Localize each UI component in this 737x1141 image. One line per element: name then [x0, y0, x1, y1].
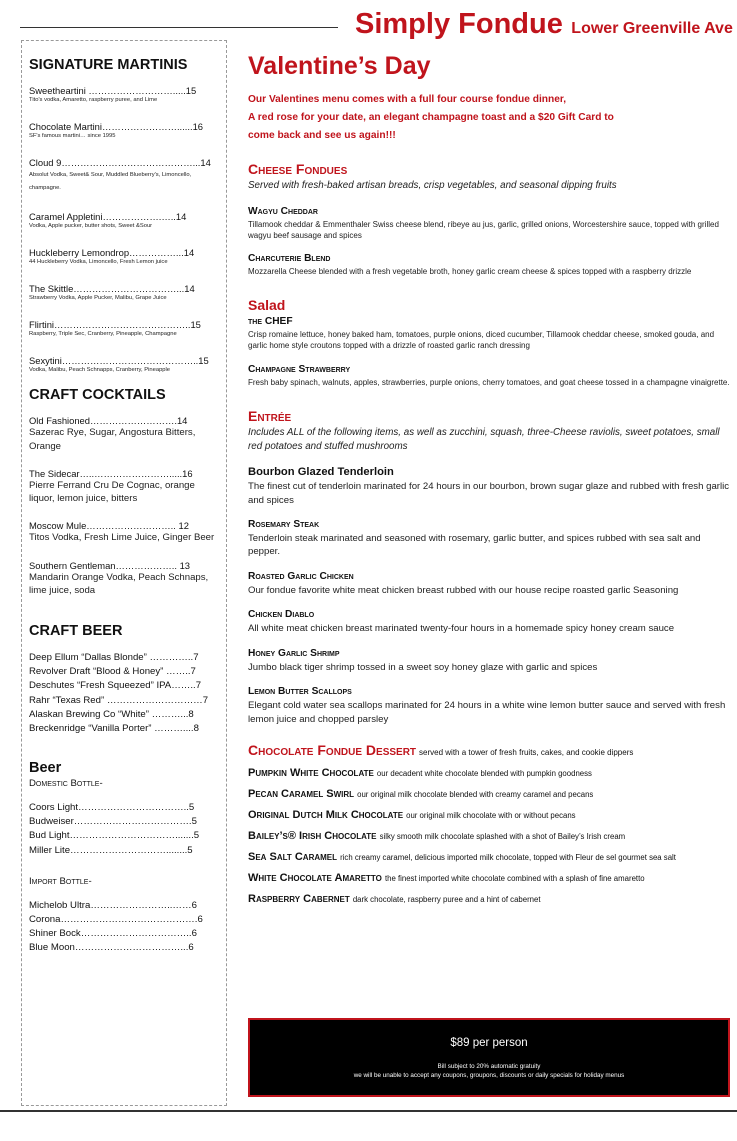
fine-print	[250, 1062, 728, 1080]
dessert-name: Pecan Caramel Swirl	[248, 788, 355, 800]
item-name: Lemon Butter Scallops	[248, 686, 352, 698]
craft-beer-item: Rahr “Texas Red” …………………………7	[29, 694, 209, 706]
gratuity-note: Bill subject to 20% automatic gratuity	[437, 1063, 541, 1070]
domestic-beer-item: Budweiser……………………………….5	[29, 816, 197, 828]
martini-item	[29, 85, 220, 105]
domestic-label: Domestic Bottle-	[29, 778, 103, 790]
item-name: Champagne Strawberry	[248, 363, 351, 375]
item-desc: Fresh baby spinach, walnuts, apples, strawberries, purple onions, cherry tomatoes, and goat cheese tossed in a champagne vinaigrette.	[248, 377, 730, 387]
martini-item	[29, 211, 220, 231]
import-beer-item: Michelob Ultra……………………..……6	[29, 899, 197, 911]
cocktail-item	[29, 560, 220, 597]
martini-desc: Strawberry Vodka, Apple Pucker, Malibu, Grape Juice	[29, 294, 167, 301]
item-name: Chicken Diablo	[248, 609, 315, 621]
item-name: Rosemary Steak	[248, 519, 320, 531]
restaurant-name: Simply Fondue	[355, 8, 563, 40]
martini-desc: Absolut Vodka, Sweet& Sour, Muddled Blueberry's, Limoncello, champagne.	[29, 171, 192, 191]
martinis-title: SIGNATURE MARTINIS	[29, 57, 188, 73]
dessert-name: Original Dutch Milk Chocolate	[248, 809, 404, 821]
craft-beer-item: Breckenridge “Vanilla Porter” ………....8	[29, 722, 199, 734]
dessert-desc: rich creamy caramel, delicious imported milk chocolate, topped with Fleur de sel gourmet sea salt	[340, 853, 676, 862]
item-name: Bourbon Glazed Tenderloin	[248, 466, 394, 479]
intro-line: come back and see us again!!!	[248, 130, 396, 142]
intro-text	[248, 91, 732, 145]
dessert-name: Raspberry Cabernet	[248, 893, 350, 905]
craft-beer-item: Revolver Draft “Blood & Honey” ……..7	[29, 666, 196, 678]
item-desc: Jumbo black tiger shrimp tossed in a sweet soy honey glaze with garlic and spices	[248, 661, 598, 673]
martini-line: Sexytini……………………………………..15	[29, 354, 209, 366]
item-name: Honey Garlic Shrimp	[248, 647, 340, 659]
cocktail-line: Southern Gentleman……………….. 13	[29, 559, 191, 571]
dessert-name: White Chocolate Amaretto	[248, 872, 382, 884]
dessert-item	[248, 830, 732, 842]
dessert-desc: dark chocolate, raspberry puree and a hint of cabernet	[352, 895, 541, 904]
dessert-desc: our decadent white chocolate blended with pumpkin goodness	[376, 769, 592, 778]
menu-item	[248, 648, 732, 674]
item-name: Wagyu Cheddar	[248, 205, 318, 217]
dessert-name: Bailey’s® Irish Chocolate	[248, 830, 377, 842]
import-beer-item: Blue Moon……………………………...6	[29, 942, 194, 954]
item-desc: Elegant cold water sea scallops marinated for 24 hours in a white wine lemon butter sauce and served with fresh lemon juice and chopped parsley	[248, 700, 726, 725]
drinks-column	[21, 40, 227, 1106]
dessert-list	[248, 767, 732, 905]
domestic-beer-item: Miller Lite…………………………........5	[29, 844, 193, 856]
menu-item	[248, 686, 732, 726]
item-name: Charcuterie Blend	[248, 253, 331, 265]
menu-item	[248, 519, 732, 559]
martini-line: Flirtini……………………………………..15	[29, 318, 201, 330]
salad-title: Salad	[248, 297, 286, 314]
menu-item	[248, 253, 732, 277]
entree-title: Entrée	[248, 407, 292, 424]
martini-desc: Vodka, Apple pucker, butter shots, Sweet &Sour	[29, 223, 153, 230]
martini-desc: Vodka, Malibu, Peach Schnapps, Cranberry, Pineapple	[29, 366, 171, 373]
restaurant-header	[355, 8, 733, 41]
menu-item	[248, 206, 732, 241]
martini-line: Caramel Appletini……………….…..14	[29, 211, 187, 223]
martini-line: Sweetheartini ……………………….....15	[29, 85, 197, 96]
martini-desc: Tito's vodka, Amaretto, raspberry puree, and Lime	[29, 97, 158, 103]
item-desc: Tillamook cheddar & Emmenthaler Swiss cheese blend, ribeye au jus, garlic, grilled onions, Worcestershire sauce, topped with grilled wagyu beef sausage and spices	[248, 219, 719, 240]
martini-item	[29, 121, 220, 141]
cocktail-item	[29, 468, 220, 505]
domestic-list	[29, 801, 220, 858]
cocktail-item	[29, 415, 220, 452]
craft-beer-item: Alaskan Brewing Co “White” ………...8	[29, 708, 194, 720]
craft-beer-item: Deep Ellum “Dallas Blonde” …………..7	[29, 651, 199, 663]
import-beer-item: Shiner Bock……………………………..6	[29, 928, 197, 940]
cocktails-list	[29, 415, 220, 597]
item-desc: Crisp romaine lettuce, honey baked ham, tomatoes, purple onions, diced cucumber, Tillamook cheddar cheese, smoked gouda, and garlic home style croutons topped with a drizzle of roasted garlic ranch dressing	[248, 330, 715, 351]
dessert-subtitle: served with a tower of fresh fruits, cakes, and cookie dippers	[419, 748, 634, 757]
item-name: the CHEF	[248, 316, 293, 328]
cheese-subtitle: Served with fresh-baked artisan breads, crisp vegetables, and seasonal dipping fruits	[248, 180, 617, 192]
price-box	[248, 1018, 730, 1097]
beer-title: Beer	[29, 760, 62, 777]
cocktail-line: Moscow Mule……………………….. 12	[29, 520, 189, 532]
food-column	[248, 52, 732, 905]
craft-beer-title: CRAFT BEER	[29, 622, 123, 639]
menu-item	[248, 571, 732, 597]
cocktails-title: CRAFT COCKTAILS	[29, 387, 166, 404]
dessert-title: Chocolate Fondue Dessert	[248, 742, 417, 758]
dessert-item	[248, 788, 732, 800]
martini-desc: SF's famous martini… since 1995	[29, 132, 116, 139]
martini-line: Chocolate Martini……………………......16	[29, 120, 204, 132]
dessert-desc: our original milk chocolate with or without pecans	[406, 811, 576, 820]
item-name: Roasted Garlic Chicken	[248, 570, 354, 582]
martini-line: The Skittle……………………………...14	[29, 282, 195, 294]
cocktail-line: The Sidecar…..…………………….....16	[29, 467, 193, 479]
craft-beer-item: Deschutes “Fresh Squeezed” IPA……..7	[29, 680, 202, 692]
intro-line: Our Valentines menu comes with a full four course fondue dinner,	[248, 94, 567, 105]
header-rule	[20, 27, 338, 28]
import-list	[29, 899, 220, 956]
restaurant-location: Lower Greenville Ave	[571, 20, 733, 37]
import-label: Import Bottle-	[29, 875, 92, 887]
dessert-header	[248, 742, 732, 758]
dessert-name: Pumpkin White Chocolate	[248, 767, 374, 779]
dessert-item	[248, 851, 732, 863]
item-desc: All white meat chicken breast marinated twenty-four hours in a homemade spicy honey cream sauce	[248, 623, 675, 635]
dessert-name: Sea Salt Caramel	[248, 851, 338, 863]
price-text: $89 per person	[450, 1037, 528, 1049]
craft-beer-list	[29, 651, 220, 736]
dessert-desc: silky smooth milk chocolate splashed with a shot of Bailey’s Irish cream	[379, 832, 626, 841]
martini-item	[29, 355, 220, 375]
cocktail-item	[29, 520, 220, 544]
coupon-note: we will be unable to accept any coupons, groupons, discounts or daily specials for holiday menus	[353, 1072, 625, 1080]
dessert-desc: the finest imported white chocolate combined with a splash of fine amaretto	[384, 874, 645, 883]
cheese-title: Cheese Fondues	[248, 161, 348, 178]
dessert-desc: our original milk chocolate blended with creamy caramel and pecans	[357, 790, 594, 799]
cocktail-desc: Sazerac Rye, Sugar, Angostura Bitters, Orange	[29, 427, 196, 452]
martini-item	[29, 157, 220, 196]
entree-subtitle: Includes ALL of the following items, as well as zucchini, squash, three-Cheese raviolis, sweet potatoes, small red potatoes and stuffed mushrooms	[248, 426, 720, 452]
martini-desc: Raspberry, Triple Sec, Cranberry, Pineapple, Champagne	[29, 330, 177, 337]
dessert-item	[248, 872, 732, 884]
menu-item	[248, 364, 732, 388]
intro-line: A red rose for your date, an elegant champagne toast and a $20 Gift Card to	[248, 112, 614, 124]
item-desc: Tenderloin steak marinated and seasoned with rosemary, garlic butter, and spices rubbed with sea salt and pepper.	[248, 533, 701, 558]
martini-item	[29, 283, 220, 303]
dessert-item	[248, 767, 732, 779]
domestic-beer-item: Coors Light……………………………..5	[29, 802, 195, 814]
martini-line: Cloud 9……………………………………...14	[29, 156, 211, 168]
item-desc: Mozzarella Cheese blended with a fresh vegetable broth, honey garlic cream cheese & spices topped with a raspberry drizzle	[248, 267, 692, 277]
cocktail-desc: Titos Vodka, Fresh Lime Juice, Ginger Beer	[29, 532, 215, 544]
menu-item	[248, 316, 732, 351]
martini-desc: 44 Huckleberry Vodka, Limoncello, Fresh Lemon juice	[29, 259, 168, 266]
martini-item	[29, 247, 220, 267]
dessert-item	[248, 893, 732, 905]
import-beer-item: Corona…………………………………….6	[29, 914, 203, 926]
cocktail-desc: Pierre Ferrand Cru De Cognac, orange liquor, lemon juice, bitters	[29, 479, 195, 505]
martinis-list	[29, 85, 220, 374]
martini-item	[29, 319, 220, 339]
menu-item	[248, 609, 732, 635]
martini-line: Huckleberry Lemondrop……………...14	[29, 247, 195, 259]
domestic-beer-item: Bud Light…………………………….......5	[29, 830, 200, 842]
page-title: Valentine’s Day	[248, 52, 431, 80]
cocktail-desc: Mandarin Orange Vodka, Peach Schnaps, lime juice, soda	[29, 571, 209, 596]
item-desc: Our fondue favorite white meat chicken breast rubbed with our house recipe roasted garlic Seasoning	[248, 584, 679, 596]
menu-item	[248, 466, 732, 507]
item-desc: The finest cut of tenderloin marinated for 24 hours in our bourbon, brown sugar glaze and rubbed with fresh garlic and spices	[248, 481, 730, 506]
dessert-item	[248, 809, 732, 821]
cocktail-line: Old Fashioned……………………….14	[29, 415, 188, 427]
footer-rule	[0, 1110, 737, 1112]
